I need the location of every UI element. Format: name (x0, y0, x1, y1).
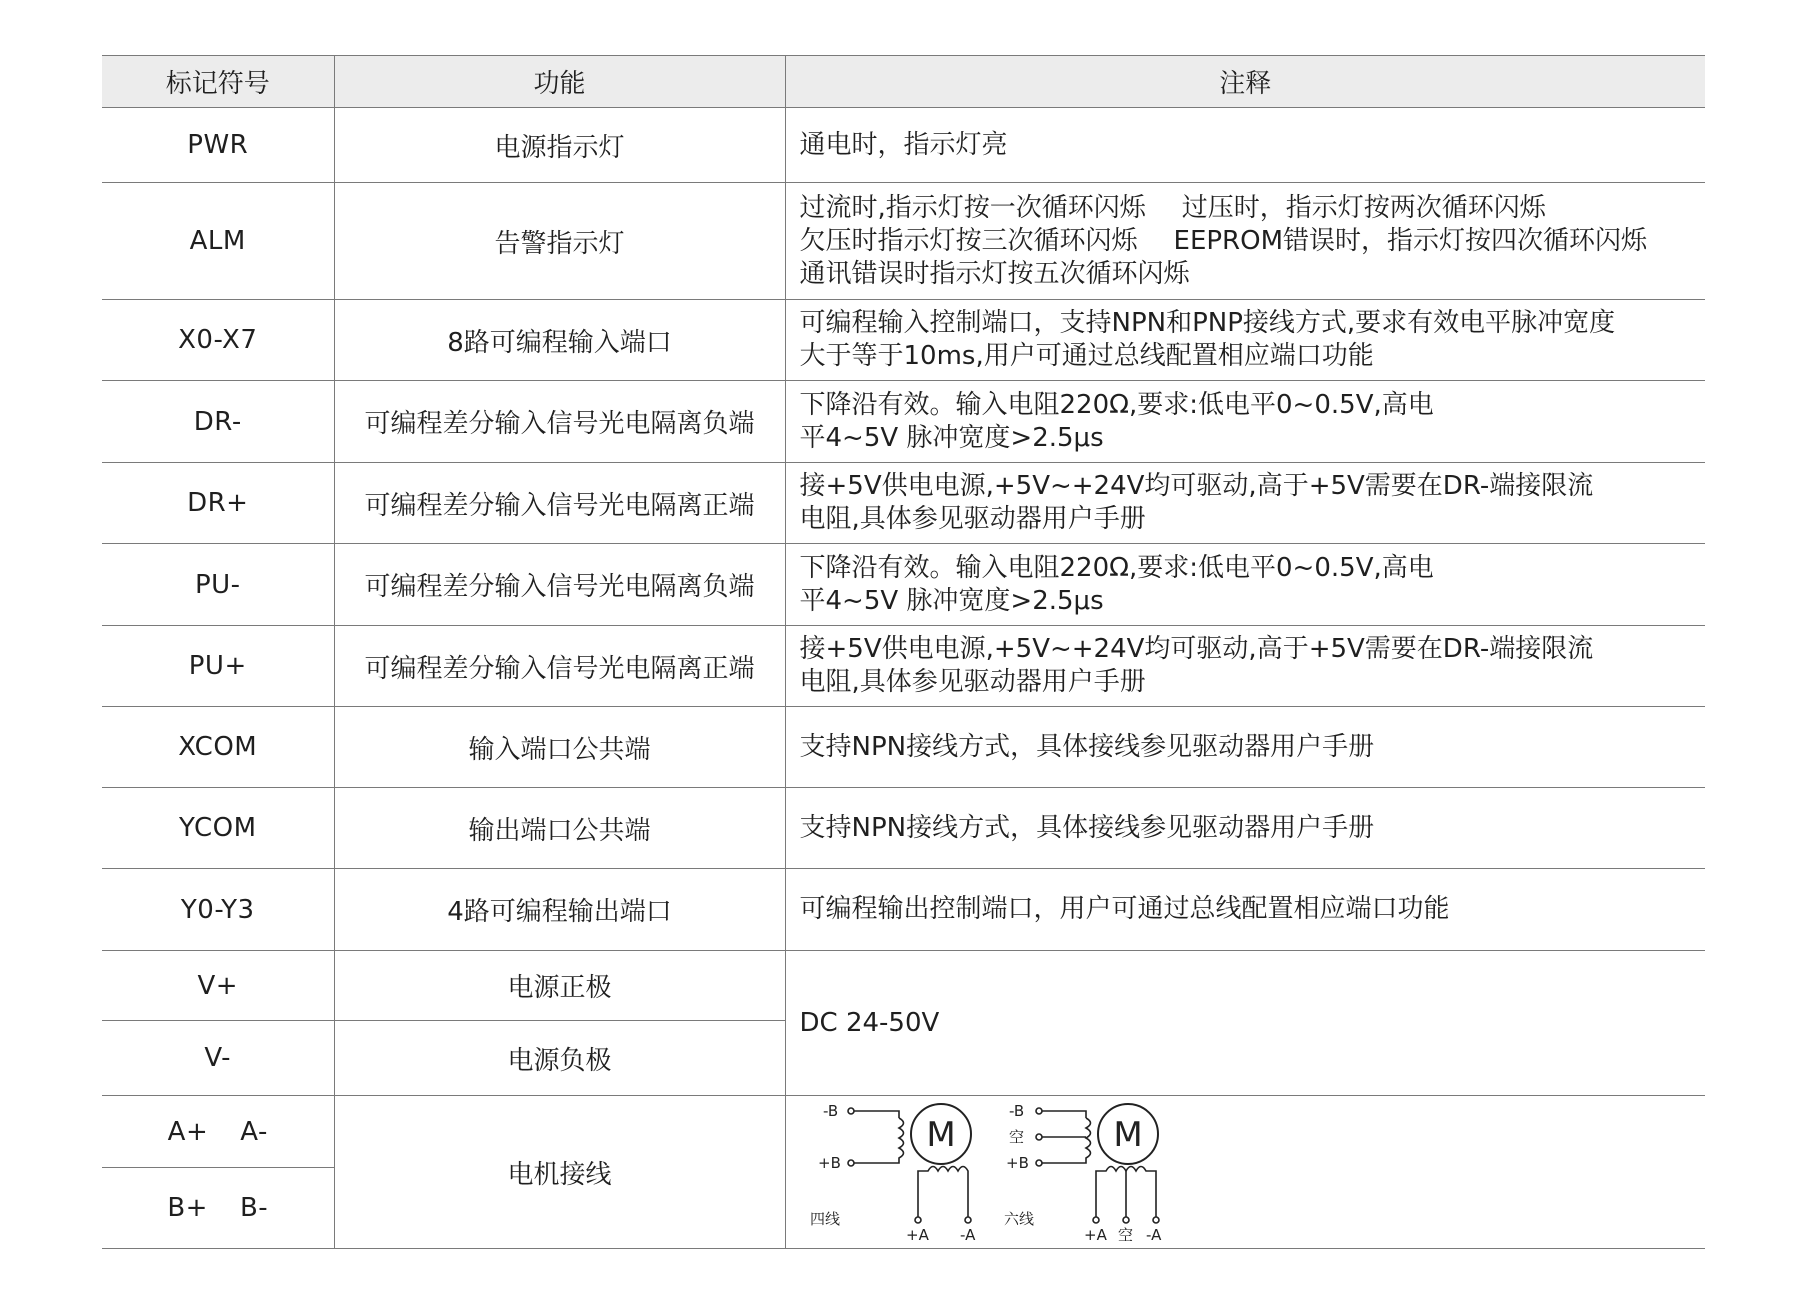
row-function: 输入端口公共端 (334, 707, 785, 788)
power-minus-symbol: V- (102, 1021, 334, 1096)
row-symbol: YCOM (102, 788, 334, 869)
terminal-dot (1036, 1160, 1042, 1166)
row-symbol: DR+ (102, 463, 334, 544)
row-note (785, 183, 1705, 300)
table-row (102, 544, 1705, 626)
header-note: 注释 (785, 56, 1705, 108)
six-wire-pos-a-label: +A (1083, 1226, 1107, 1244)
table-row (102, 463, 1705, 544)
row-note (785, 626, 1705, 707)
six-wire-pos-b-label: +B (1005, 1154, 1029, 1172)
table-row-power-plus (102, 951, 1705, 1021)
row-function: 可编程差分输入信号光电隔离负端 (334, 381, 785, 463)
note-line: 电阻,具体参见驱动器用户手册 (799, 667, 1146, 697)
row-note (785, 869, 1705, 951)
motor-wiring-svg (786, 1096, 1706, 1248)
row-symbol: PU+ (102, 626, 334, 707)
terminal-dot (965, 1217, 971, 1223)
row-function: 可编程差分输入信号光电隔离正端 (334, 626, 785, 707)
note-line: EEPROM错误时，指示灯按四次循环闪烁 (1173, 225, 1648, 256)
power-minus-function: 电源负极 (334, 1021, 785, 1096)
row-function: 告警指示灯 (334, 183, 785, 300)
pin-b-plus: B+ (167, 1193, 208, 1224)
row-symbol: DR- (102, 381, 334, 463)
table-row (102, 381, 1705, 463)
row-note (785, 463, 1705, 544)
table-row (102, 788, 1705, 869)
terminal-dot (848, 1160, 854, 1166)
note-line: 接+5V供电电源,+5V~+24V均可驱动,高于+5V需要在DR-端接限流 (799, 471, 1594, 501)
table-row-motor-a (102, 1096, 1705, 1168)
pin-a-plus: A+ (167, 1116, 209, 1147)
row-symbol: X0-X7 (102, 300, 334, 381)
table-row (102, 707, 1705, 788)
four-wire-diagram (810, 1102, 976, 1244)
row-note (785, 108, 1705, 183)
coil (918, 1167, 968, 1218)
pin-a-minus: A- (240, 1116, 268, 1147)
motor-pins-a (102, 1096, 334, 1168)
power-note: DC 24-50V (785, 951, 1705, 1096)
note-line: 过流时,指示灯按一次循环闪烁 (799, 192, 1146, 223)
table-row (102, 183, 1705, 300)
six-wire-neg-b-label: -B (1008, 1102, 1024, 1120)
note-line: 通讯错误时指示灯按五次循环闪烁 (799, 258, 1190, 289)
row-note (785, 544, 1705, 626)
wire (854, 1111, 899, 1118)
row-note (785, 788, 1705, 869)
six-wire-diagram (1004, 1102, 1162, 1244)
table-row (102, 869, 1705, 951)
terminal-dot (1036, 1134, 1042, 1140)
four-wire-pos-a-label: +A (905, 1226, 929, 1244)
note-line: 下降沿有效。输入电阻220Ω,要求:低电平0~0.5V,高电 (799, 389, 1434, 420)
row-function: 输出端口公共端 (334, 788, 785, 869)
four-wire-neg-a-label: -A (959, 1226, 975, 1244)
note-line: 可编程输出控制端口，用户可通过总线配置相应端口功能 (799, 894, 1450, 924)
row-symbol: ALM (102, 183, 334, 300)
row-function: 电源指示灯 (334, 108, 785, 183)
six-wire-label: 六线 (1003, 1210, 1034, 1228)
motor-pins-b (102, 1168, 334, 1249)
power-plus-function: 电源正极 (334, 951, 785, 1021)
row-note (785, 707, 1705, 788)
terminal-dot (1036, 1108, 1042, 1114)
note-line: 欠压时指示灯按三次循环闪烁 (799, 225, 1138, 256)
six-wire-neg-a-label: -A (1145, 1226, 1161, 1244)
motor-m-label: M (1112, 1115, 1143, 1155)
motor-m-label: M (925, 1115, 956, 1155)
note-line: 下降沿有效。输入电阻220Ω,要求:低电平0~0.5V,高电 (799, 552, 1434, 583)
note-line: 接+5V供电电源,+5V~+24V均可驱动,高于+5V需要在DR-端接限流 (799, 634, 1594, 664)
terminal-dot (1153, 1217, 1159, 1223)
six-wire-nc-label: 空 (1008, 1128, 1024, 1146)
row-note (785, 381, 1705, 463)
row-function: 可编程差分输入信号光电隔离负端 (334, 544, 785, 626)
motor-wiring-diagrams (785, 1096, 1705, 1249)
row-note (785, 300, 1705, 381)
coil (854, 1118, 904, 1163)
row-function: 4路可编程输出端口 (334, 869, 785, 951)
table-row (102, 626, 1705, 707)
note-line: 可编程输入控制端口，支持NPN和PNP接线方式,要求有效电平脉冲宽度 (799, 308, 1616, 338)
row-symbol: PWR (102, 108, 334, 183)
four-wire-label: 四线 (809, 1210, 840, 1228)
note-line: 支持NPN接线方式，具体接线参见驱动器用户手册 (799, 731, 1375, 762)
four-wire-neg-b-label: -B (822, 1102, 838, 1120)
row-symbol: Y0-Y3 (102, 869, 334, 951)
header-function: 功能 (334, 56, 785, 108)
wire (1042, 1111, 1086, 1118)
note-line: 通电时，指示灯亮 (799, 129, 1008, 160)
note-line: 平4~5V 脉冲宽度>2.5μs (799, 422, 1104, 453)
note-line: 过压时，指示灯按两次循环闪烁 (1181, 192, 1546, 223)
terminal-dot (915, 1217, 921, 1223)
row-function: 8路可编程输入端口 (334, 300, 785, 381)
motor-function: 电机接线 (334, 1096, 785, 1249)
row-symbol: PU- (102, 544, 334, 626)
table-row (102, 108, 1705, 183)
power-plus-symbol: V+ (102, 951, 334, 1021)
terminal-dot (1093, 1217, 1099, 1223)
header-symbol: 标记符号 (102, 56, 334, 108)
six-wire-nc-a-label: 空 (1117, 1226, 1133, 1244)
terminal-dot (848, 1108, 854, 1114)
note-line: 电阻,具体参见驱动器用户手册 (799, 504, 1146, 534)
note-line: 平4~5V 脉冲宽度>2.5μs (799, 585, 1104, 616)
terminal-table (102, 55, 1705, 1249)
terminal-dot (1123, 1217, 1129, 1223)
table-header-row (102, 56, 1705, 108)
coil (1042, 1118, 1091, 1163)
row-symbol: XCOM (102, 707, 334, 788)
four-wire-pos-b-label: +B (817, 1154, 841, 1172)
note-line: 大于等于10ms,用户可通过总线配置相应端口功能 (799, 341, 1374, 371)
table-row (102, 300, 1705, 381)
pin-b-minus: B- (239, 1193, 269, 1224)
note-line: 支持NPN接线方式，具体接线参见驱动器用户手册 (799, 812, 1375, 843)
row-function: 可编程差分输入信号光电隔离正端 (334, 463, 785, 544)
